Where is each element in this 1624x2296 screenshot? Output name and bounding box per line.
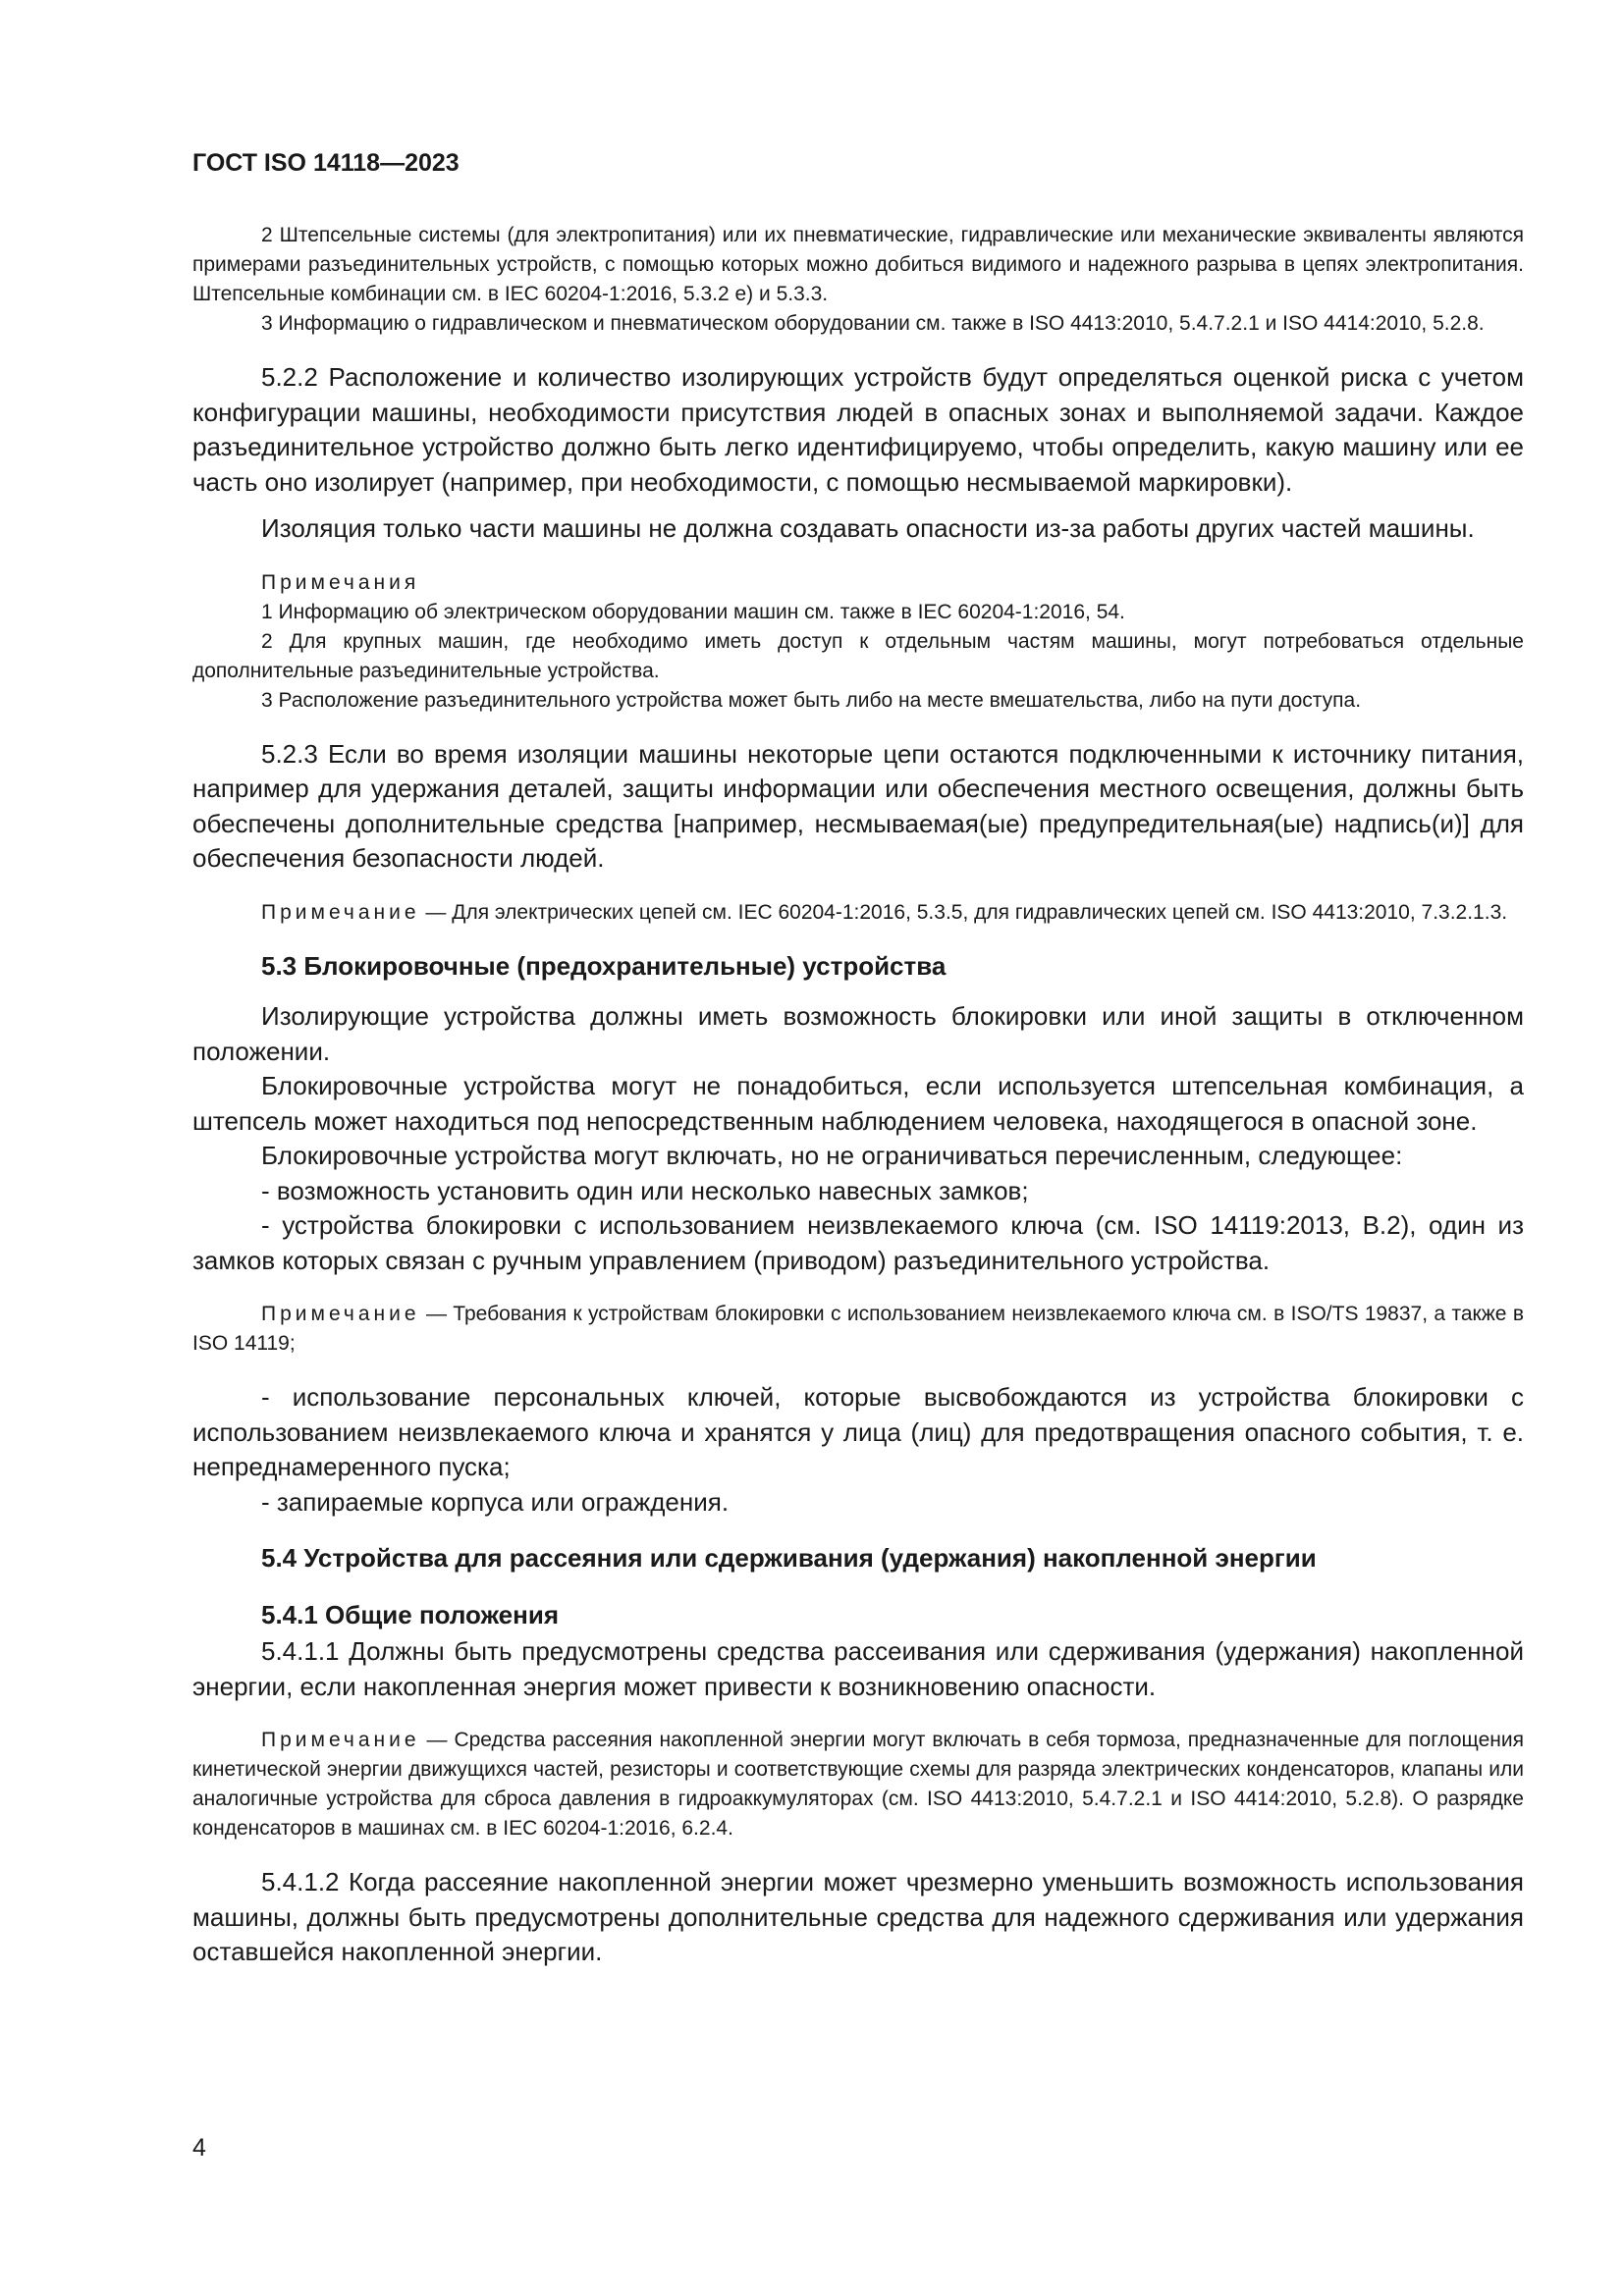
note-3-hydraulic-info: 3 Информацию о гидравлическом и пневматическом оборудовании см. также в ISO 4413:2010, 5.4.7.2.1 и ISO 4414:2010, 5.2.8. <box>261 312 1485 335</box>
list-item-padlocks: - возможность установить один или несколько навесных замков; <box>261 1175 1029 1205</box>
page-number: 4 <box>192 2134 206 2162</box>
clause-5-2-2: 5.2.2 Расположение и количество изолирующих устройств будут определяться оценкой риска с учетом конфигурации машины, необходимости присутствия людей в опасных зонах и выполняемой задачи. Каждое разъединительное устройство должно быть легко идентифицируемо, чтобы определить, какую машину или ее часть оно изолирует (например, при необходимости, с помощью несмываемой маркировки). <box>192 362 1524 497</box>
note-1-electrical: 1 Информацию об электрическом оборудовании машин см. также в IEC 60204-1:2016, 54. <box>261 600 1125 623</box>
note-text: — Средства рассеяния накопленной энергии могут включать в себя тормоза, предназначенные для поглощения кинетической энергии движущихся частей, резисторы и соответствующие схемы для разряда электрических конденсаторов, клапаны или аналогичные устройства для сброса давления в гидроаккумуляторах (см. ISO 4413:2010, 5.4.7.2.1 и ISO 4414:2010, 5.2.8). О разрядке конденсаторов в машинах см. в IEC 60204-1:2016, 6.2.4. <box>192 1729 1524 1840</box>
clause-5-3-b: Блокировочные устройства могут не понадобиться, если используется штепсельная комбинация, а штепсель может находиться под непосредственным наблюдением человека, находящегося в опасной зоне. <box>192 1071 1524 1136</box>
standard-header: ГОСТ ISO 14118—2023 <box>192 149 460 177</box>
note-label: Примечание <box>261 1303 420 1325</box>
clause-5-2-3: 5.2.3 Если во время изоляции машины некоторые цепи остаются подключенными к источнику питания, например для удержания деталей, защиты информации или обеспечения местного освещения, должны быть обеспечены дополнительные средства [например, несмываемая(ые) предупредительная(ые) надпись(и)] для обеспечения безопасности людей. <box>192 738 1524 873</box>
note-2-plug-systems: 2 Штепсельные системы (для электропитания) или их пневматические, гидравлические или механические эквиваленты являются примерами разъединительных устройств, с помощью которых можно добиться видимого и надежного разрыва в цепях электропитания. Штепсельные комбинации см. в IEC 60204-1:2016, 5.3.2 е) и 5.3.3. <box>192 224 1524 305</box>
note-text: — Требования к устройствам блокировки с использованием неизвлекаемого ключа см. в ISO/TS 19837, а также в ISO 14119; <box>192 1303 1524 1355</box>
list-item-lockable-enclosures: - запираемые корпуса или ограждения. <box>261 1486 730 1517</box>
clause-5-4-1-1: 5.4.1.1 Должны быть предусмотрены средства рассеивания или сдерживания (удержания) накопленной энергии, если накопленная энергия может привести к возникновению опасности. <box>192 1636 1524 1701</box>
note-5-3 <box>192 1300 1524 1359</box>
clause-5-2-2-isolation: Изоляция только части машины не должна создавать опасности из-за работы других частей машины. <box>261 513 1475 543</box>
section-heading-5-4-1: 5.4.1 Общие положения <box>261 1599 559 1629</box>
list-item-personal-keys: - использование персональных ключей, которые высвобождаются из устройства блокировки с использованием неизвлекаемого ключа и хранятся у лица (лиц) для предотвращения опасного события, т. е. непреднамеренного пуска; <box>192 1382 1524 1481</box>
notes-heading: Примечания <box>261 570 420 594</box>
note-2-large-machines: 2 Для крупных машин, где необходимо иметь доступ к отдельным частям машины, могут потребоваться отдельные дополнительные разъединительные устройства. <box>192 629 1524 682</box>
note-label: Примечание <box>261 1729 420 1751</box>
section-heading-5-4: 5.4 Устройства для рассеяния или сдерживания (удержания) накопленной энергии <box>261 1543 1317 1573</box>
clause-5-3-c: Блокировочные устройства могут включать, но не ограничиваться перечисленным, следующее: <box>261 1141 1403 1170</box>
note-5-2-3 <box>192 898 1524 928</box>
clause-5-3-a: Изолирующие устройства должны иметь возможность блокировки или иной защиты в отключенном положении. <box>192 1001 1524 1066</box>
note-label: Примечание <box>261 900 420 924</box>
note-5-4-1-1 <box>192 1726 1524 1843</box>
list-item-trapped-key: - устройства блокировки с использованием неизвлекаемого ключа (см. ISO 14119:2013, B.2), один из замков которых связан с ручным управлением (приводом) разъединительного устройства. <box>192 1210 1524 1275</box>
clause-5-4-1-2: 5.4.1.2 Когда рассеяние накопленной энергии может чрезмерно уменьшить возможность использования машины, должны быть предусмотрены дополнительные средства для надежного сдерживания или удержания оставшейся накопленной энергии. <box>192 1867 1524 1966</box>
note-text: — Для электрических цепей см. IEC 60204-1:2016, 5.3.5, для гидравлических цепей см. ISO 4413:2010, 7.3.2.1.3. <box>425 900 1508 924</box>
section-heading-5-3: 5.3 Блокировочные (предохранительные) устройства <box>261 950 947 981</box>
note-3-location: 3 Расположение разъединительного устройства может быть либо на месте вмешательства, либо на пути доступа. <box>261 688 1362 712</box>
